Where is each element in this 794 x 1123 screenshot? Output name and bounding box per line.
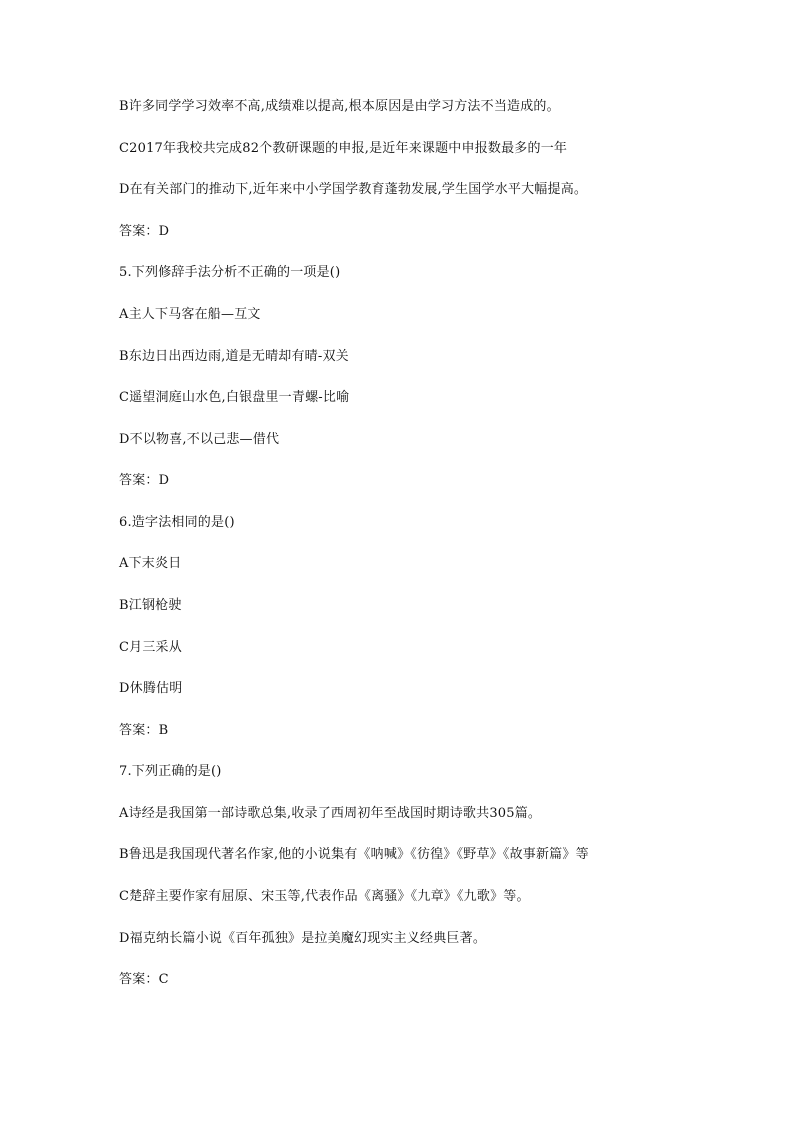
answer-line: 答案：D <box>119 224 170 239</box>
option-line: B东边日出西边雨,道是无晴却有晴-双关 <box>119 349 349 364</box>
option-line: C楚辞主要作家有屈原、宋玉等,代表作品《离骚》《九章》《九歌》等。 <box>119 889 530 904</box>
answer-line: 答案：B <box>119 723 169 738</box>
option-line: D在有关部门的推动下,近年来中小学国学教育蓬勃发展,学生国学水平大幅提高。 <box>119 182 588 197</box>
option-line: D休腾估明 <box>119 681 183 696</box>
answer-line: 答案：C <box>119 972 169 987</box>
option-line: B许多同学学习效率不高,成绩难以提高,根本原因是由学习方法不当造成的。 <box>119 99 560 114</box>
option-line: C月三采从 <box>119 640 182 655</box>
option-line: D不以物喜,不以己悲—借代 <box>119 432 280 447</box>
option-line: C2017年我校共完成82个教研课题的申报,是近年来课题中申报数最多的一年 <box>119 141 568 156</box>
option-line: D福克纳长篇小说《百年孤独》是拉美魔幻现实主义经典巨著。 <box>119 931 487 946</box>
option-line: B江钢枪驶 <box>119 598 182 613</box>
option-line: A主人下马客在船—互文 <box>119 307 261 322</box>
option-line: C遥望洞庭山水色,白银盘里一青螺-比喻 <box>119 390 350 405</box>
question-line: 6.造字法相同的是() <box>119 515 235 530</box>
option-line: B鲁迅是我国现代著名作家,他的小说集有《呐喊》《彷徨》《野草》《故事新篇》等 <box>119 847 589 862</box>
question-line: 7.下列正确的是() <box>119 764 222 779</box>
option-line: A诗经是我国第一部诗歌总集,收录了西周初年至战国时期诗歌共305篇。 <box>119 806 542 821</box>
question-line: 5.下列修辞手法分析不正确的一项是() <box>119 265 341 280</box>
option-line: A下末炎日 <box>119 556 182 571</box>
answer-line: 答案：D <box>119 473 170 488</box>
